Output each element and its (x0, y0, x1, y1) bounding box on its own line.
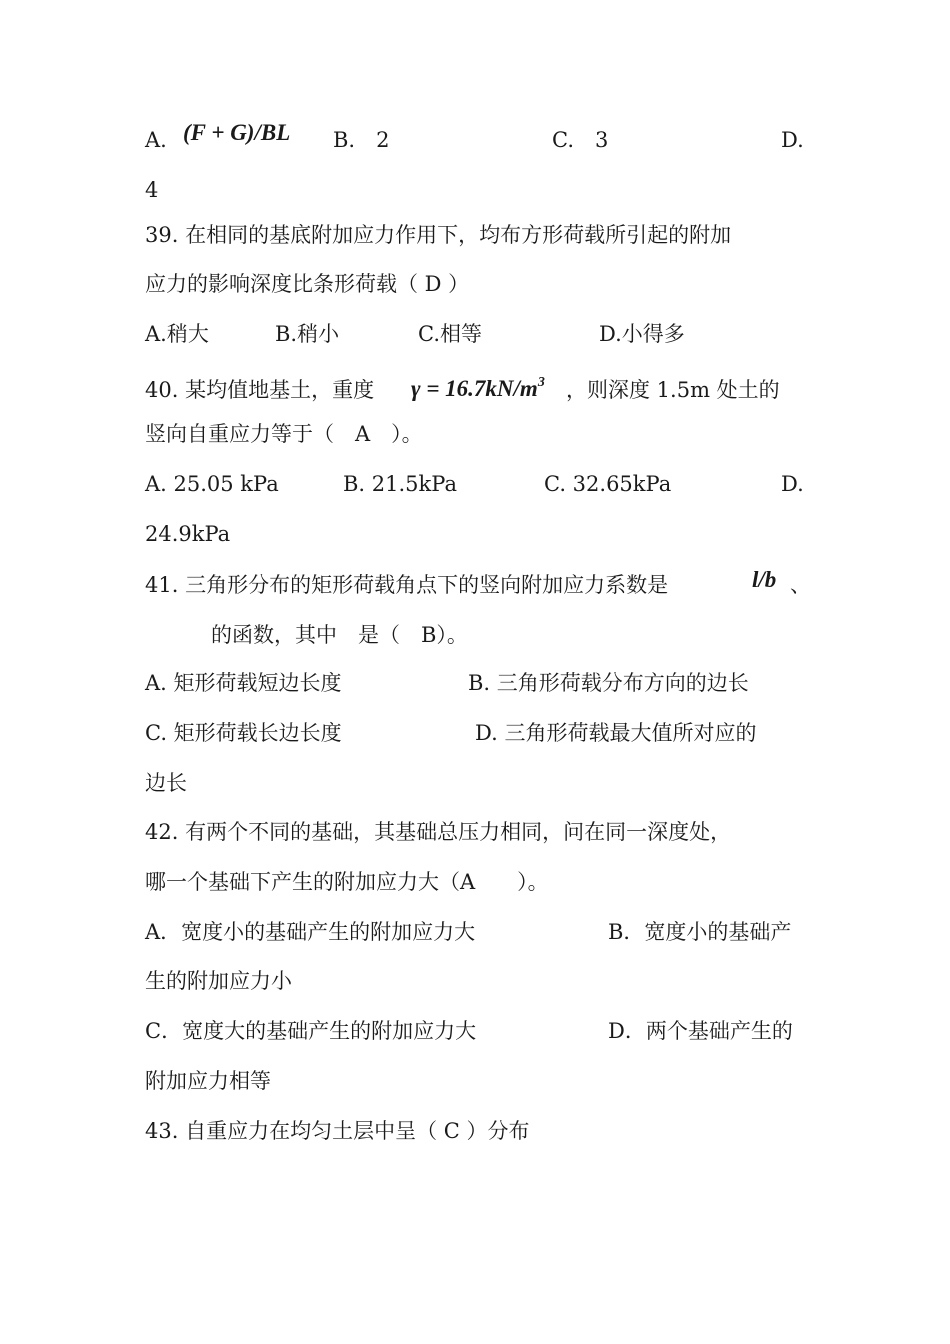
q40-stem-prefix: 40. 某均值地基土，重度 (145, 378, 375, 402)
q40-unit-weight-formula: $\gamma = 16.7kN/m^3$ (411, 375, 545, 401)
q42-stem-line2: 哪一个基础下产生的附加应力大（A ）。 (145, 870, 549, 894)
q39-option-c: C.相等 (418, 322, 482, 346)
q42-option-c: C．宽度大的基础产生的附加应力大 (145, 1019, 477, 1043)
q38-option-b: B. 2 (333, 128, 390, 152)
q39-option-b: B.稍小 (275, 322, 340, 346)
q38-option-a-label: A. (145, 128, 167, 152)
q39-stem-line1: 39. 在相同的基底附加应力作用下，均布方形荷载所引起的附加 (145, 223, 732, 247)
q40-stem-line2: 竖向自重应力等于（ A ）。 (145, 422, 423, 446)
q38-option-c: C. 3 (552, 128, 609, 152)
q40-option-d-wrap: 24.9kPa (145, 522, 231, 546)
q40-option-b: B. 21.5kPa (343, 472, 457, 496)
q41-stem-line2: 的函数，其中 是（ B）。 (211, 623, 468, 647)
q38-option-a-formula: (F + G)/BL (183, 120, 291, 145)
q42-option-b-wrap: 生的附加应力小 (145, 969, 292, 993)
q39-option-d: D.小得多 (599, 322, 685, 346)
q42-option-d-wrap: 附加应力相等 (145, 1069, 271, 1093)
q42-stem-line1: 42. 有两个不同的基础，其基础总压力相同，问在同一深度处， (145, 820, 732, 844)
q40-option-d: D. (781, 472, 804, 496)
q41-option-b: B. 三角形荷载分布方向的边长 (468, 671, 749, 695)
q41-option-d: D. 三角形荷载最大值所对应的 (475, 721, 757, 745)
q40-stem-suffix: ，则深度 1.5m 处土的 (566, 378, 780, 402)
q42-option-b: B．宽度小的基础产 (608, 920, 792, 944)
q42-option-a: A．宽度小的基础产生的附加应力大 (145, 920, 476, 944)
q42-option-d: D．两个基础产生的 (608, 1019, 793, 1043)
q41-option-c: C. 矩形荷载长边长度 (145, 721, 342, 745)
q40-option-a: A. 25.05 kPa (145, 472, 279, 496)
q39-stem-line2: 应力的影响深度比条形荷载（ D ） (145, 272, 470, 296)
q43-stem-line1: 43. 自重应力在均匀土层中呈（ C ）分布 (145, 1119, 530, 1143)
q40-option-c: C. 32.65kPa (544, 472, 672, 496)
q39-option-a: A.稍大 (145, 322, 209, 346)
q41-ratio-formula: l/b (752, 567, 777, 592)
q41-stem-prefix: 41. 三角形分布的矩形荷载角点下的竖向附加应力系数是 (145, 573, 669, 597)
q41-stem-suffix: 、 (790, 573, 811, 597)
q38-option-d-wrap: 4 (145, 178, 159, 202)
q38-option-d: D. (781, 128, 804, 152)
q41-option-a: A. 矩形荷载短边长度 (145, 671, 342, 695)
q41-option-d-wrap: 边长 (145, 771, 187, 795)
